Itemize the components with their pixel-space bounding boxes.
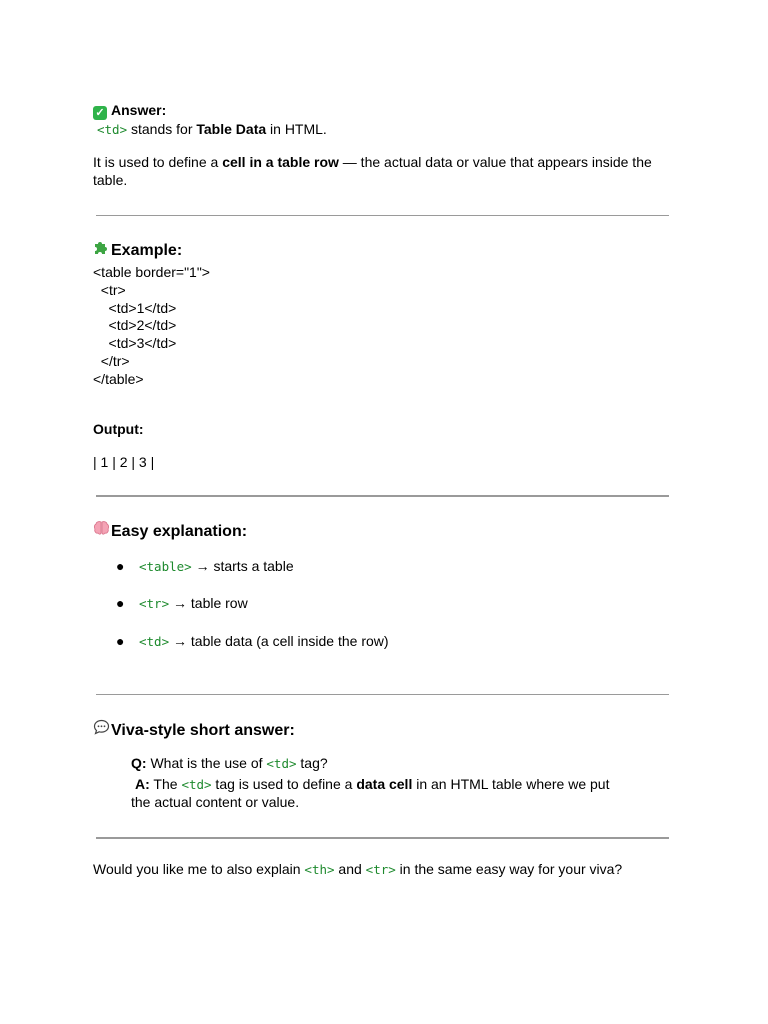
example-title: Example: <box>111 242 183 259</box>
item-code: <td> <box>139 634 170 649</box>
code-line: <td>2</td> <box>93 317 177 334</box>
bullet-dot: ● <box>116 633 125 649</box>
check-mark-icon: ✓ <box>93 106 107 120</box>
brain-icon <box>93 520 111 541</box>
puzzle-piece-icon <box>93 239 111 260</box>
list-item <box>116 557 294 576</box>
code-line: <td>1</td> <box>93 299 177 316</box>
output-label <box>93 420 144 438</box>
divider <box>96 694 669 695</box>
answer-line2-post: — the actual data or value that appears inside the <box>338 154 652 170</box>
code-example <box>93 264 210 389</box>
answer-line2-pre: It is used to define a <box>93 154 223 170</box>
explanation-title: Easy explanation: <box>111 523 248 540</box>
speech-bubble-icon <box>93 719 111 740</box>
q-code: <td> <box>266 756 297 771</box>
viva-answer-line-2: the actual content or value. <box>131 794 300 810</box>
a-bold: data cell <box>356 776 413 792</box>
code-line: <table border="1"> <box>93 264 210 280</box>
list-item <box>116 632 389 651</box>
answer-text-post: in HTML. <box>266 121 327 137</box>
item-code: <tr> <box>139 596 170 611</box>
viva-title: Viva-style short answer: <box>111 722 295 739</box>
code-line: </table> <box>93 370 144 387</box>
closing-post: in the same easy way for your viva? <box>395 861 623 877</box>
code-line: <tr> <box>93 281 126 298</box>
answer-line2-bold: cell in a table row <box>222 154 339 170</box>
a-label: A: <box>135 776 150 792</box>
bullet-dot: ● <box>116 558 125 574</box>
closing-question <box>93 860 622 879</box>
viva-heading <box>93 719 295 741</box>
a-mid: tag is used to define a <box>211 776 357 792</box>
q-post: tag? <box>296 755 328 771</box>
a-code: <td> <box>181 777 212 792</box>
bullet-dot: ● <box>116 595 125 611</box>
item-text: → table data (a cell inside the row) <box>169 633 389 649</box>
q-pre: What is the use of <box>146 755 267 771</box>
answer-heading <box>93 101 166 120</box>
output-value: | 1 | 2 | 3 | <box>93 454 155 470</box>
a-post: in an HTML table where we put <box>412 776 610 792</box>
answer-line-3: table. <box>93 172 128 188</box>
closing-code-tr: <tr> <box>365 862 396 877</box>
code-line: <td>3</td> <box>93 335 177 352</box>
closing-pre: Would you like me to also explain <box>93 861 305 877</box>
list-item <box>116 594 248 613</box>
answer-line-2 <box>93 153 652 171</box>
item-text: → table row <box>169 595 248 611</box>
item-text: → starts a table <box>191 558 294 574</box>
divider <box>96 837 669 839</box>
viva-answer <box>135 775 609 794</box>
answer-bold: Table Data <box>196 121 267 137</box>
answer-title: Answer: <box>111 102 167 118</box>
closing-code-th: <th> <box>304 862 335 877</box>
viva-question <box>131 754 328 773</box>
divider <box>96 495 669 497</box>
q-label: Q: <box>131 755 147 771</box>
a-pre: The <box>149 776 182 792</box>
example-heading <box>93 239 182 261</box>
item-code: <table> <box>139 559 192 574</box>
output-label-text: Output: <box>93 421 144 437</box>
explanation-heading <box>93 520 247 542</box>
code-line: </tr> <box>93 352 130 369</box>
closing-mid: and <box>334 861 366 877</box>
td-code: <td> <box>97 122 128 137</box>
answer-text-pre: stands for <box>131 121 197 137</box>
answer-line-1 <box>97 120 327 139</box>
divider <box>96 215 669 216</box>
